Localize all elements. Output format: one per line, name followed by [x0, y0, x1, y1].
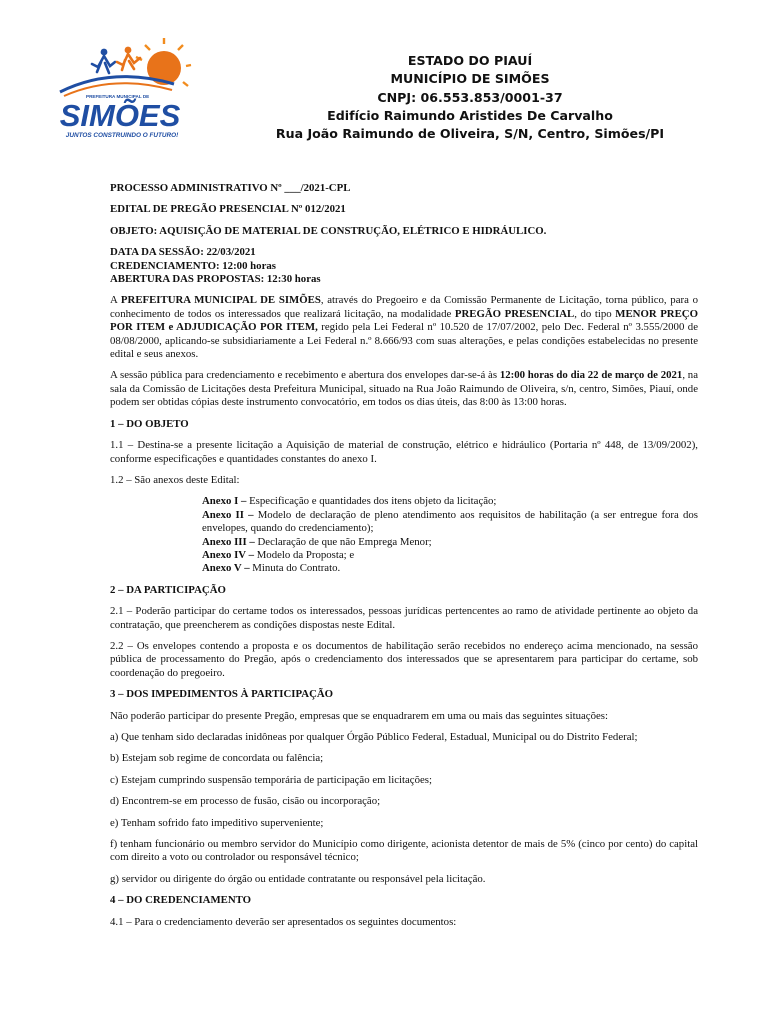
header-state: ESTADO DO PIAUÍ	[407, 53, 533, 68]
processo-line: PROCESSO ADMINISTRATIVO Nº ___/2021-CPL	[110, 182, 351, 194]
logo-top-text: PREFEITURA MUNICIPAL DE	[86, 94, 150, 99]
paragraph-1-1: 1.1 – Destina-se a presente licitação a Aquisição de material de construção, elétrico e hidráulico (Portaria nº 448, de 13/09/2002), conforme especificações e quantidades constantes do anexo I.	[110, 439, 698, 465]
prefeitura-logo	[52, 36, 192, 146]
paragraph-2-2: 2.2 – Os envelopes contendo a proposta e os documentos de habilitação serão recebidos no endereço acima mencionado, na sessão pública de processamento do Pregão, após o credenciamento dos interessados que se apresentarem para participar do certame, sob coordenação do pregoeiro.	[110, 639, 698, 679]
paragraph-1-2: 1.2 – São anexos deste Edital:	[110, 473, 240, 486]
header-address: Rua João Raimundo de Oliveira, S/N, Centro, Simões/PI	[275, 126, 665, 142]
annex-list	[202, 495, 698, 575]
section-4-title: 4 – DO CREDENCIAMENTO	[110, 894, 252, 907]
item-3-d: d) Encontrem-se em processo de fusão, cisão ou incorporação;	[110, 795, 381, 808]
header-municipality: MUNICÍPIO DE SIMÕES	[390, 71, 550, 87]
data-sessao-line: DATA DA SESSÃO: 22/03/2021	[110, 246, 256, 259]
section-1-title: 1 – DO OBJETO	[110, 417, 189, 430]
edital-line: EDITAL DE PREGÃO PRESENCIAL Nº 012/2021	[110, 203, 346, 216]
item-3-g: g) servidor ou dirigente do órgão ou entidade contratante ou responsável pela licitação.	[110, 872, 486, 885]
abertura-line: ABERTURA DAS PROPOSTAS: 12:30 horas	[110, 273, 321, 286]
document-header	[0, 30, 770, 160]
document-body	[110, 182, 698, 929]
annex-item: Anexo I – Especificação e quantidades dos itens objeto da licitação;	[202, 495, 497, 508]
paragraph-2-1: 2.1 – Poderão participar do certame todos os interessados, pessoas jurídicas pertencentes ao ramo de atividade pertinente ao objeto da contratação, que preencherem as condições dispostas neste Edital.	[110, 605, 698, 631]
logo-slogan: JUNTOS CONSTRUINDO O FUTURO!	[65, 132, 179, 139]
credenciamento-line: CREDENCIAMENTO: 12:00 horas	[110, 259, 276, 272]
sessao-paragraph: A sessão pública para credenciamento e recebimento e abertura dos envelopes dar-se-á às 12:00 horas do dia 22 de março de 2021, na sala da Comissão de Licitações desta Prefeitura Municipal, situado na Rua João Raimundo de Oliveira, s/n, centro, Simões, Piauí, onde podem ser obtidas cópias deste instrumento convocatório, em todos os dias úteis, das 8:00 às 13:00 horas.	[110, 369, 698, 409]
paragraph-3-intro: Não poderão participar do presente Pregão, empresas que se enquadrarem em uma ou mais das seguintes situações:	[110, 709, 608, 722]
annex-item: Anexo III – Declaração de que não Emprega Menor;	[202, 535, 432, 548]
annex-item: Anexo IV – Modelo da Proposta; e	[202, 548, 355, 561]
annex-item: Anexo II – Modelo de declaração de pleno atendimento aos requisitos de habilitação (a ser entregue fora dos envelopes, quando do credenciamento);	[202, 508, 698, 535]
section-3-title: 3 – DOS IMPEDIMENTOS À PARTICIPAÇÃO	[110, 688, 334, 701]
annex-item: Anexo V – Minuta do Contrato.	[202, 562, 341, 575]
objeto-line: OBJETO: AQUISIÇÃO DE MATERIAL DE CONSTRUÇÃO, ELÉTRICO E HIDRÁULICO.	[110, 224, 547, 237]
header-building: Edifício Raimundo Aristides De Carvalho	[327, 107, 613, 123]
item-3-e: e) Tenham sofrido fato impeditivo superveniente;	[110, 816, 324, 829]
paragraph-4-1: 4.1 – Para o credenciamento deverão ser apresentados os seguintes documentos:	[110, 915, 457, 928]
item-3-f: f) tenham funcionário ou membro servidor do Município como dirigente, acionista detentor de mais de 5% (cinco por cento) do capital com direito a voto ou controlador ou responsável técnico;	[110, 838, 698, 864]
intro-paragraph: A PREFEITURA MUNICIPAL DE SIMÕES, através do Pregoeiro e da Comissão Permanente de Licitação, torna público, para o conhecimento de todos os interessados que realizará licitação, na modalidade PREGÃO PRESENCIAL, do tipo MENOR PREÇO POR ITEM e ADJUDICAÇÃO POR ITEM, regido pela Lei Federal nº 10.520 de 17/07/2002, pelo Dec. Federal nº 3.555/2000 de 08/08/2000, aplicando-se subsidiariamente a Lei Federal n.º 8.666/93 com suas alterações, e pelas condições estabelecidas no presente edital e seus anexos.	[110, 294, 699, 361]
item-3-a: a) Que tenham sido declaradas inidôneas por qualquer Órgão Público Federal, Estadual, Municipal ou do Distrito Federal;	[110, 731, 638, 743]
header-cnpj: CNPJ: 06.553.853/0001-37	[377, 89, 563, 105]
logo-name: SIMÕES	[59, 98, 181, 133]
section-2-title: 2 – DA PARTICIPAÇÃO	[110, 583, 226, 596]
item-3-c: c) Estejam cumprindo suspensão temporária de participação em licitações;	[110, 773, 432, 786]
item-3-b: b) Estejam sob regime de concordata ou falência;	[110, 752, 324, 765]
header-text-block	[200, 52, 740, 143]
